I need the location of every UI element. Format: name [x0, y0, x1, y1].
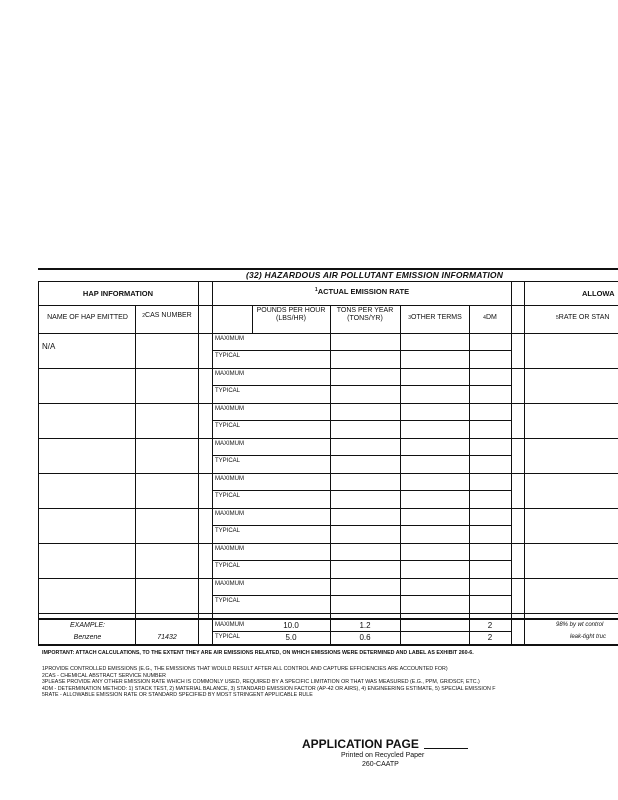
row-hap-name[interactable]: N/A — [42, 342, 56, 351]
example-max-tons: 1.2 — [359, 621, 371, 630]
row-max-label: MAXIMUM — [215, 441, 244, 447]
col-lbs-header: POUNDS PER HOUR (LBS/HR) — [256, 307, 326, 322]
footnote-text: PLEASE PROVIDE ANY OTHER EMISSION RATE WHICH IS COMMONLY USED, REQUIRED BY A SPECIFIC LIMITATION OR THAT WAS MEASURED (E.G., PPM, GR/DSCF, ETC.) — [44, 679, 480, 686]
row-bottom-border — [38, 403, 618, 404]
footnote-number: 3 — [42, 679, 45, 686]
border-allow-left — [524, 281, 525, 645]
row-max-label: MAXIMUM — [215, 406, 244, 412]
row-bottom-border — [38, 368, 618, 369]
border-left — [38, 281, 39, 645]
footnote — [42, 679, 480, 685]
row-typ-label: TYPICAL — [215, 598, 241, 604]
title-bottom-border — [38, 281, 618, 282]
example-max-label: MAXIMUM — [215, 622, 244, 628]
footnote — [42, 666, 448, 672]
row-bottom-border — [38, 438, 618, 439]
form-number: 260-CAATP — [362, 761, 399, 768]
row-mid-border — [212, 420, 512, 421]
border-label-lbs — [252, 305, 253, 333]
row-max-label: MAXIMUM — [215, 476, 244, 482]
row-bottom-border — [38, 613, 618, 614]
actual-emission-header: $^1$ACTUAL EMISSION RATE — [314, 287, 410, 296]
row-mid-border — [212, 385, 512, 386]
footnote-number: 1 — [42, 666, 45, 672]
section-header-border — [38, 305, 618, 306]
row-bottom-border — [38, 543, 618, 544]
col-other-header: $^3$OTHER TERMS — [408, 314, 462, 321]
example-bottom-border — [38, 644, 618, 646]
col-cas-header: $^2$CAS NUMBER — [142, 312, 192, 319]
example-max-dm: 2 — [487, 621, 493, 630]
example-mid-border — [212, 631, 512, 632]
row-bottom-border — [38, 578, 618, 579]
row-bottom-border — [38, 473, 618, 474]
column-header-border — [38, 333, 618, 334]
border-actual-right — [511, 281, 512, 645]
example-typ-tons: 0.6 — [359, 633, 371, 642]
row-max-label: MAXIMUM — [215, 336, 244, 342]
footnote-number: 4 — [42, 685, 45, 692]
example-name: Benzene — [73, 634, 102, 641]
application-page-label: APPLICATION PAGE — [302, 737, 419, 751]
footnote — [42, 686, 495, 692]
example-allow-2: leak-tight truc — [570, 634, 607, 640]
row-max-label: MAXIMUM — [215, 371, 244, 377]
footnote-text: PROVIDE CONTROLLED EMISSIONS (E.G., THE EMISSIONS THAT WOULD RESULT AFTER ALL CONTROL AND CAPTURE EFFICIENCIES ARE ACCOUNTED FOR) — [44, 666, 448, 672]
footnote — [42, 692, 313, 698]
row-mid-border — [212, 455, 512, 456]
printed-note: Printed on Recycled Paper — [341, 752, 425, 759]
col-rate-header: $^5$RATE OR STAN — [556, 314, 610, 321]
row-max-label: MAXIMUM — [215, 581, 244, 587]
footnote — [42, 673, 166, 679]
row-typ-label: TYPICAL — [215, 458, 241, 464]
row-typ-label: TYPICAL — [215, 353, 241, 359]
row-max-label: MAXIMUM — [215, 511, 244, 517]
row-mid-border — [212, 525, 512, 526]
footnote-text: CAS - CHEMICAL ABSTRACT SERVICE NUMBER — [44, 672, 166, 679]
footnote-text: DM - DETERMINATION METHOD: 1) STACK TEST, 2) MATERIAL BALANCE, 3) STANDARD EMISSION FACTOR (AP-42 OR AIRS), 4) ENGINEERING ESTIMATE, 5) SPECIAL EMISSION F — [44, 685, 496, 692]
form-title: (32) HAZARDOUS AIR POLLUTANT EMISSION INFORMATION — [246, 270, 504, 280]
row-typ-label: TYPICAL — [215, 423, 241, 429]
example-label: EXAMPLE: — [69, 622, 105, 629]
row-typ-label: TYPICAL — [215, 563, 241, 569]
col-name-header: NAME OF HAP EMITTED — [47, 314, 128, 321]
application-page-blank[interactable] — [424, 748, 468, 749]
example-cas: 71432 — [157, 634, 177, 641]
allowable-header: ALLOWA — [582, 289, 615, 298]
example-typ-label: TYPICAL — [215, 634, 241, 640]
footnote-number: 5 — [42, 692, 45, 699]
border-lbs-tons — [330, 305, 331, 645]
border-name-cas — [135, 305, 136, 645]
row-max-label: MAXIMUM — [215, 546, 244, 552]
border-actual-left — [212, 281, 213, 645]
row-typ-label: TYPICAL — [215, 493, 241, 499]
example-top-border — [38, 618, 618, 620]
footnote-number: 2 — [42, 672, 45, 679]
col-tons-header: TONS PER YEAR (TONS/YR) — [336, 307, 394, 322]
row-bottom-border — [38, 508, 618, 509]
row-typ-label: TYPICAL — [215, 528, 241, 534]
example-max-lbs: 10.0 — [283, 621, 299, 630]
border-other-dm — [469, 305, 470, 645]
border-hap-right — [198, 281, 199, 645]
important-note: IMPORTANT: ATTACH CALCULATIONS, TO THE EXTENT THEY ARE AIR EMISSIONS RELATED, ON WHICH EMISSIONS WERE DETERMINED AND LABEL AS EXHIBIT 260-6. — [42, 650, 474, 656]
row-mid-border — [212, 560, 512, 561]
row-typ-label: TYPICAL — [215, 388, 241, 394]
example-typ-lbs: 5.0 — [285, 633, 297, 642]
example-typ-dm: 2 — [487, 633, 493, 642]
example-allow-1: 98% by wt control — [556, 622, 604, 628]
footnote-text: RATE - ALLOWABLE EMISSION RATE OR STANDARD SPECIFIED BY MOST STRINGENT APPLICABLE RULE — [44, 692, 313, 699]
col-dm-header: $^4$DM — [483, 314, 497, 321]
border-tons-other — [400, 305, 401, 645]
hap-info-header: HAP INFORMATION — [82, 289, 154, 298]
row-mid-border — [212, 595, 512, 596]
row-mid-border — [212, 350, 512, 351]
row-mid-border — [212, 490, 512, 491]
